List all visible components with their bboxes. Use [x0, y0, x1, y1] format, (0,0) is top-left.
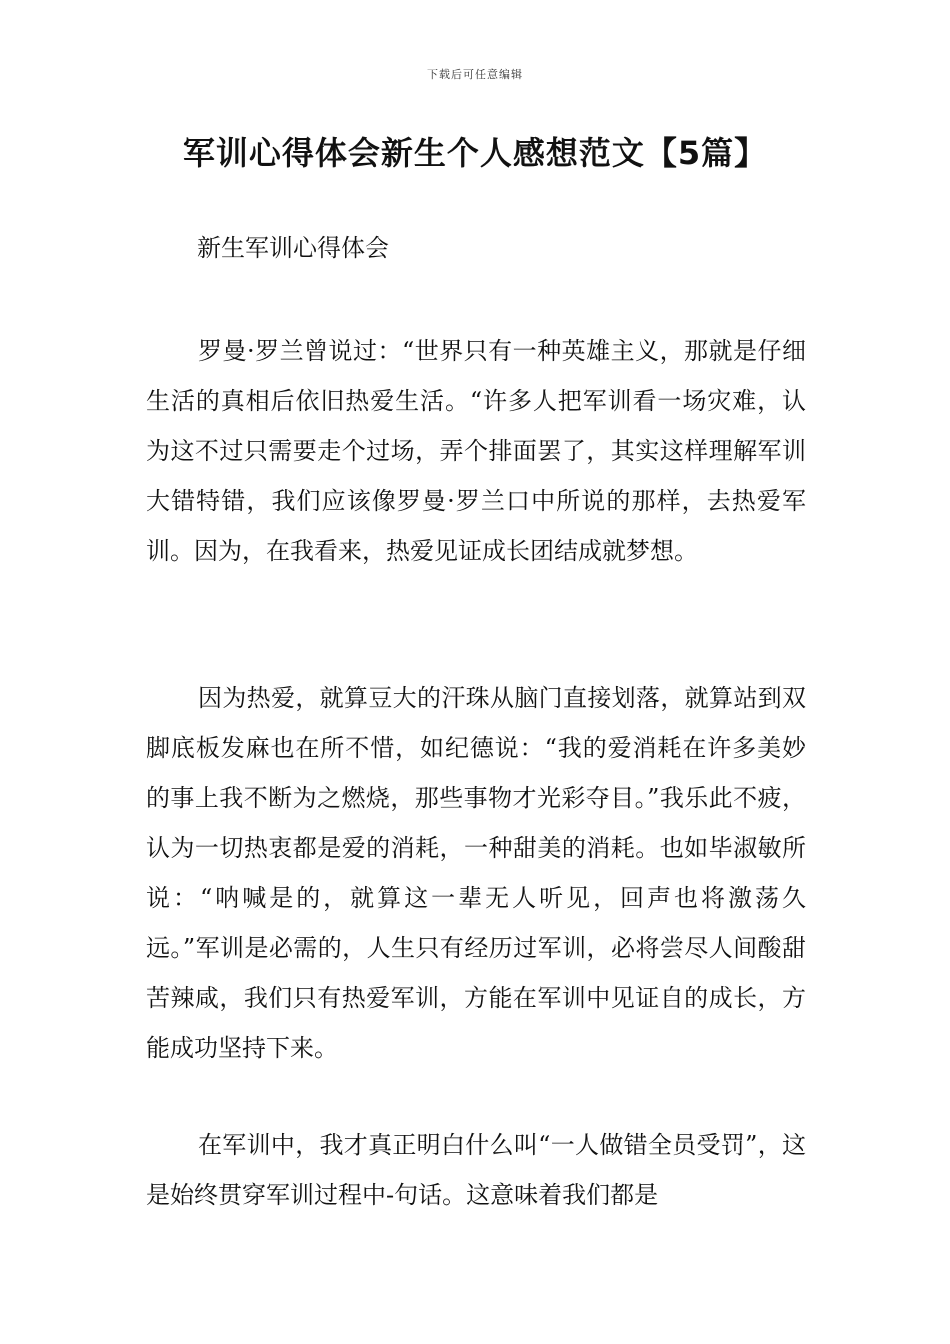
body-paragraph-2: 因为热爱，就算豆大的汗珠从脑门直接划落，就算站到双脚底板发麻也在所不惜，如纪德说：“我的爱消耗在许多美妙的事上我不断为之燃烧，那些事物才光彩夺目。”我乐此不疲，认为一切热衷都是爱的消耗，一种甜美的消耗。也如毕淑敏所说：“呐喊是的，就算这一辈无人听见，回声也将激荡久远。”军训是必需的，人生只有经历过军训，必将尝尽人间酸甜苦辣咸，我们只有热爱军训，方能在军训中见证自的成长，方能成功坚持下来。 — [146, 684, 806, 1062]
header-note: 下载后可任意编辑 — [427, 68, 523, 81]
document-subtitle: 新生军训心得体会 — [197, 234, 389, 262]
document-title: 军训心得体会新生个人感想范文【5篇】 — [182, 134, 768, 172]
body-paragraph-1: 罗曼·罗兰曾说过：“世界只有一种英雄主义，那就是仔细生活的真相后依旧热爱生活。“许多人把军训看一场灾难，认为这不过只需要走个过场，弄个排面罢了，其实这样理解军训大错特错，我们应该像罗曼·罗兰口中所说的那样，去热爱军训。因为，在我看来，热爱见证成长团结成就梦想。 — [146, 337, 806, 565]
body-paragraph-3: 在军训中，我才真正明白什么叫“一人做错全员受罚”，这是始终贯穿军训过程中-句话。这意味着我们都是 — [146, 1131, 806, 1209]
